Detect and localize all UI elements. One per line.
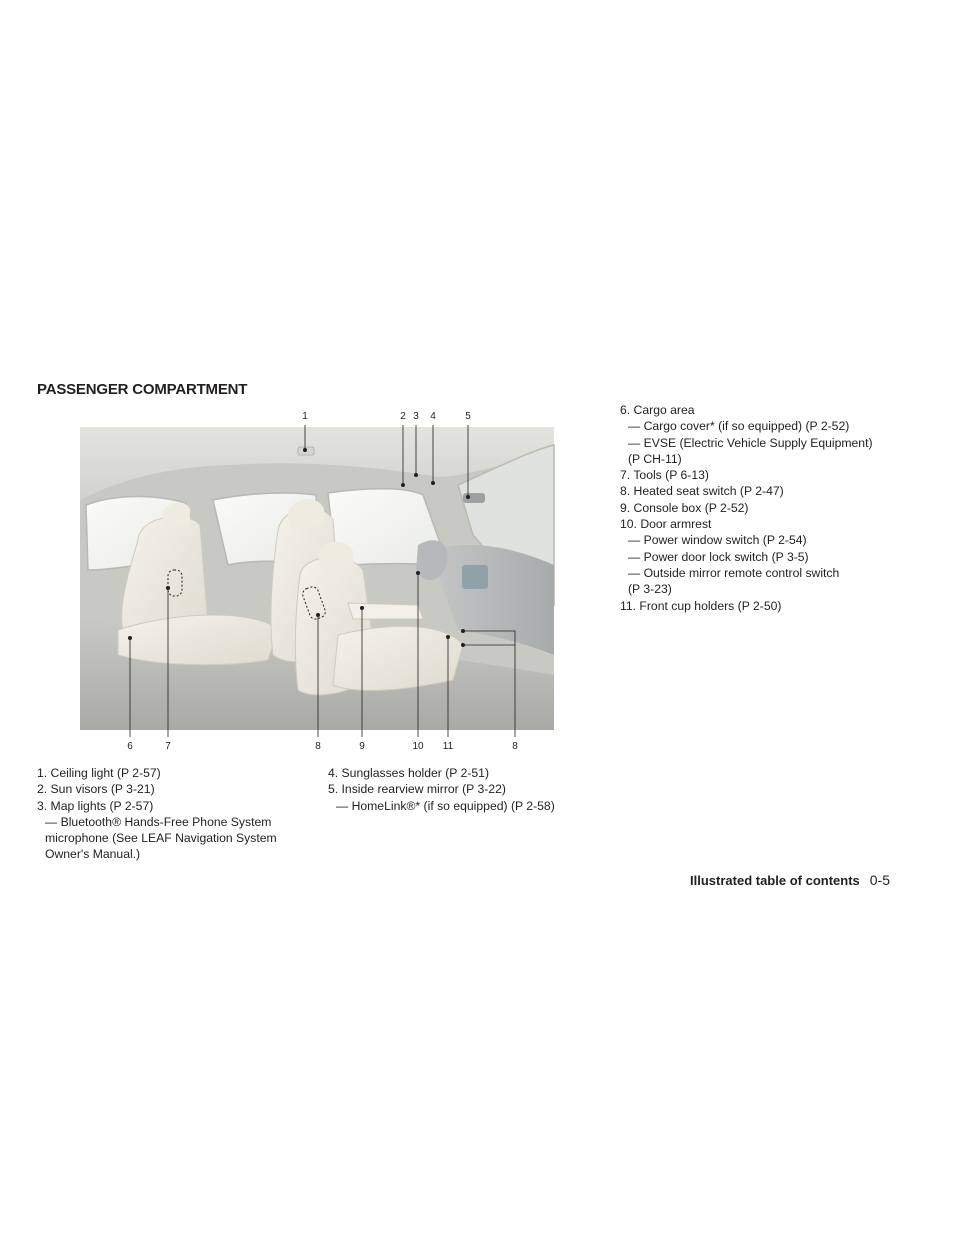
callout-7: 7 [165, 741, 171, 752]
component-list-middle [328, 765, 588, 814]
list-subitem: — Power window switch (P 2-54) [628, 533, 807, 548]
section-title: PASSENGER COMPARTMENT [37, 381, 248, 398]
list-subitem: (P CH-11) [628, 451, 682, 466]
list-subitem: — Outside mirror remote control switch [628, 565, 840, 580]
callout-4: 4 [430, 411, 436, 422]
navigation-screen [462, 565, 488, 589]
callout-11: 11 [442, 741, 454, 752]
callout-1: 1 [302, 411, 308, 422]
callout-9: 9 [359, 741, 365, 752]
console-box [348, 603, 423, 619]
list-subitem: — EVSE (Electric Vehicle Supply Equipment) [628, 435, 873, 450]
list-subitem: — Power door lock switch (P 3-5) [628, 549, 809, 564]
callout-8-right: 8 [512, 741, 518, 752]
callout-10: 10 [412, 741, 424, 752]
list-item: 3. Map lights (P 2-57) [37, 798, 154, 813]
list-item: 9. Console box (P 2-52) [620, 500, 749, 515]
page-footer [690, 872, 890, 888]
list-item: 11. Front cup holders (P 2-50) [620, 598, 782, 613]
callout-5: 5 [465, 411, 471, 422]
list-item: 6. Cargo area [620, 403, 695, 417]
callout-6: 6 [127, 741, 133, 752]
list-item: 7. Tools (P 6-13) [620, 468, 709, 483]
callout-2: 2 [400, 411, 406, 422]
list-item: 8. Heated seat switch (P 2-47) [620, 484, 784, 499]
component-list-left [37, 765, 307, 863]
list-item: 4. Sunglasses holder (P 2-51) [328, 766, 490, 780]
passenger-compartment-illustration [78, 405, 558, 755]
footer-title: Illustrated table of contents [690, 873, 860, 888]
page-number: 0-5 [869, 872, 890, 888]
list-item: 10. Door armrest [620, 517, 712, 532]
list-subitem: — HomeLink®* (if so equipped) (P 2-58) [336, 798, 555, 813]
list-subitem: — Cargo cover* (if so equipped) (P 2-52) [628, 419, 850, 434]
passenger-seat-cushion [333, 626, 463, 690]
list-item: 5. Inside rearview mirror (P 3-22) [328, 782, 506, 797]
list-item: 1. Ceiling light (P 2-57) [37, 766, 161, 780]
list-subitem: (P 3-23) [628, 582, 672, 597]
component-list-right [620, 402, 920, 614]
list-subitem: — Bluetooth® Hands-Free Phone System microphone (See LEAF Navigation System Owner's Manual.) [45, 814, 277, 862]
callout-3: 3 [413, 411, 419, 422]
callout-8-left: 8 [315, 741, 321, 752]
list-item: 2. Sun visors (P 3-21) [37, 782, 155, 797]
